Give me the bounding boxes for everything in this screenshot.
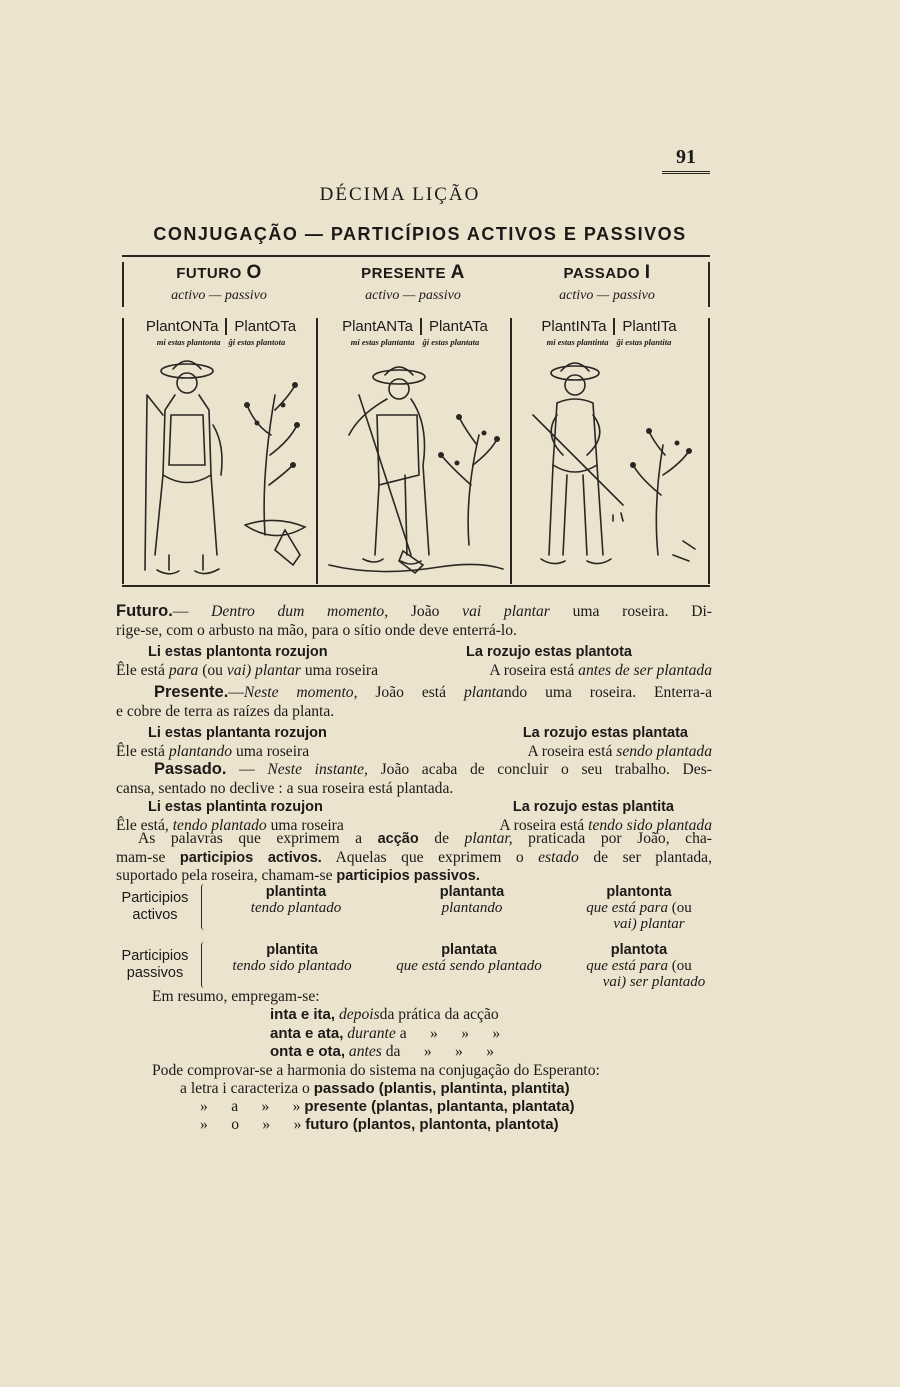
section-presente bbox=[116, 683, 712, 761]
futuro-paragraph-line-2: rige-se, com o arbusto na mão, para o sítio onde deve enterrá-lo. bbox=[116, 621, 517, 639]
active-form: PlantANTa bbox=[342, 318, 413, 335]
futuro-esperanto-examples: Li estas plantonta rozujon La rozujo estas plantota bbox=[148, 644, 632, 660]
illustration-gardener-with-shrub bbox=[125, 355, 315, 585]
active-caption: mi estas plantonta bbox=[156, 337, 221, 347]
participle-cell: plantata que está sendo plantado bbox=[396, 942, 542, 974]
lesson-title: DÉCIMA LIÇÃO bbox=[319, 184, 481, 205]
page-number: 91 bbox=[662, 146, 710, 174]
participle-cell: plantonta que está para (ou vai) plantar bbox=[586, 884, 692, 932]
closing-line-3: » a » » presente (plantas, plantanta, plantata) bbox=[200, 1098, 575, 1115]
voice-label: activo — passivo bbox=[365, 288, 461, 303]
passive-form: PlantATa bbox=[428, 318, 488, 335]
active-caption: mi estas plantinta bbox=[546, 337, 609, 347]
participle-cell: plantita tendo sido plantado bbox=[232, 942, 352, 974]
table-right-rule-lower bbox=[708, 318, 710, 584]
passive-form: PlantITa bbox=[622, 318, 677, 335]
explanation-line-2: mam-se participios activos. Aquelas que exprimem o estado de ser plantada, bbox=[116, 848, 712, 866]
presente-esperanto-examples: Li estas plantanta rozujon La rozujo estas plantata bbox=[148, 725, 688, 741]
active-caption: mi estas plantanta bbox=[350, 337, 415, 347]
passado-paragraph-line-1: Passado. — Neste instante, João acaba de concluir o seu trabalho. Des- bbox=[154, 760, 712, 778]
table-divider-2 bbox=[510, 318, 512, 584]
passado-portuguese-examples: Êle está, tendo plantado uma roseira A roseira está tendo sido plantada bbox=[116, 816, 712, 834]
futuro-portuguese-examples: Êle está para (ou vai) plantar uma roseira A roseira está antes de ser plantada bbox=[116, 661, 712, 679]
presente-paragraph-line-1: Presente.—Neste momento, João está plantando uma roseira. Enterra-a bbox=[154, 683, 713, 701]
forms-presente bbox=[318, 318, 512, 347]
summary-row: anta e ata, durante a » » » bbox=[270, 1024, 501, 1042]
subtitle: CONJUGAÇÃO — PARTICÍPIOS ACTIVOS E PASSIVOS bbox=[153, 224, 687, 244]
passive-caption: ĝi estas plantota bbox=[228, 337, 286, 347]
table-bottom-rule bbox=[122, 585, 710, 587]
explanation-line-3: suportado pela roseira, chamam-se participios passivos. bbox=[116, 867, 480, 884]
passive-caption: ĝi estas plantita bbox=[616, 337, 672, 347]
explanation bbox=[116, 830, 712, 886]
closing-line-4: » o » » futuro (plantos, plantonta, plantota) bbox=[200, 1116, 559, 1133]
forms-futuro bbox=[124, 318, 318, 347]
column-futuro bbox=[122, 262, 316, 304]
passive-form: PlantOTa bbox=[234, 318, 297, 335]
section-futuro bbox=[116, 602, 712, 680]
futuro-paragraph-line-1: Futuro.— Dentro dum momento, João vai plantar uma roseira. Di- bbox=[116, 602, 712, 620]
passado-paragraph-line-2: cansa, sentado no declive : a sua roseira está plantada. bbox=[116, 779, 454, 797]
voice-label: activo — passivo bbox=[171, 288, 267, 303]
tense-heading: FUTURO O bbox=[176, 262, 262, 283]
tense-heading: PRESENTE A bbox=[361, 262, 465, 283]
illustration-gardener-resting bbox=[513, 355, 703, 585]
summary-rows bbox=[270, 1006, 500, 1062]
active-form: PlantINTa bbox=[541, 318, 607, 335]
forms-passado bbox=[512, 318, 706, 347]
participles-table bbox=[112, 884, 712, 1000]
closing-line-2: a letra i caracteriza o passado (plantis, plantinta, plantita) bbox=[180, 1080, 570, 1097]
column-passado bbox=[510, 262, 704, 304]
column-presente bbox=[316, 262, 510, 304]
section-passado bbox=[116, 760, 712, 835]
active-participles-label: Participios activos bbox=[121, 890, 189, 923]
tense-heading: PASSADO I bbox=[563, 262, 651, 283]
voice-label: activo — passivo bbox=[559, 288, 655, 303]
illustration-gardener-digging bbox=[319, 355, 509, 585]
participle-cell: plantota que está para (ou vai) ser plantado bbox=[586, 942, 706, 990]
passive-participles-label: Participios passivos bbox=[121, 948, 189, 981]
passive-caption: ĝi estas plantata bbox=[422, 337, 480, 347]
presente-portuguese-examples: Êle está plantando uma roseira A roseira está sendo plantada bbox=[116, 742, 712, 760]
participle-cell: plantinta tendo plantado bbox=[250, 884, 342, 916]
table-divider-1 bbox=[316, 318, 318, 584]
explanation-line-1: As palavras que exprimem a acção de plantar, praticada por João, cha- bbox=[138, 830, 712, 847]
passado-esperanto-examples: Li estas plantinta rozujon La rozujo estas plantita bbox=[148, 799, 674, 815]
presente-paragraph-line-2: e cobre de terra as raízes da planta. bbox=[116, 702, 335, 720]
table-left-rule-lower bbox=[122, 318, 124, 584]
active-form: PlantONTa bbox=[145, 318, 219, 335]
closing-line-1: Pode comprovar-se a harmonia do sistema na conjugação do Esperanto: bbox=[152, 1062, 600, 1079]
summary-row: onta e ota, antes da » » » bbox=[270, 1043, 495, 1060]
brace bbox=[201, 942, 208, 988]
table-top-rule bbox=[122, 255, 710, 257]
active-participles bbox=[112, 884, 712, 942]
table-right-rule bbox=[708, 262, 710, 307]
summary-row: inta e ita, depois da prática da acção bbox=[270, 1006, 499, 1023]
brace bbox=[201, 884, 208, 930]
participle-cell: plantanta plantando bbox=[439, 884, 505, 916]
summary-intro: Em resumo, empregam-se: bbox=[152, 988, 320, 1005]
